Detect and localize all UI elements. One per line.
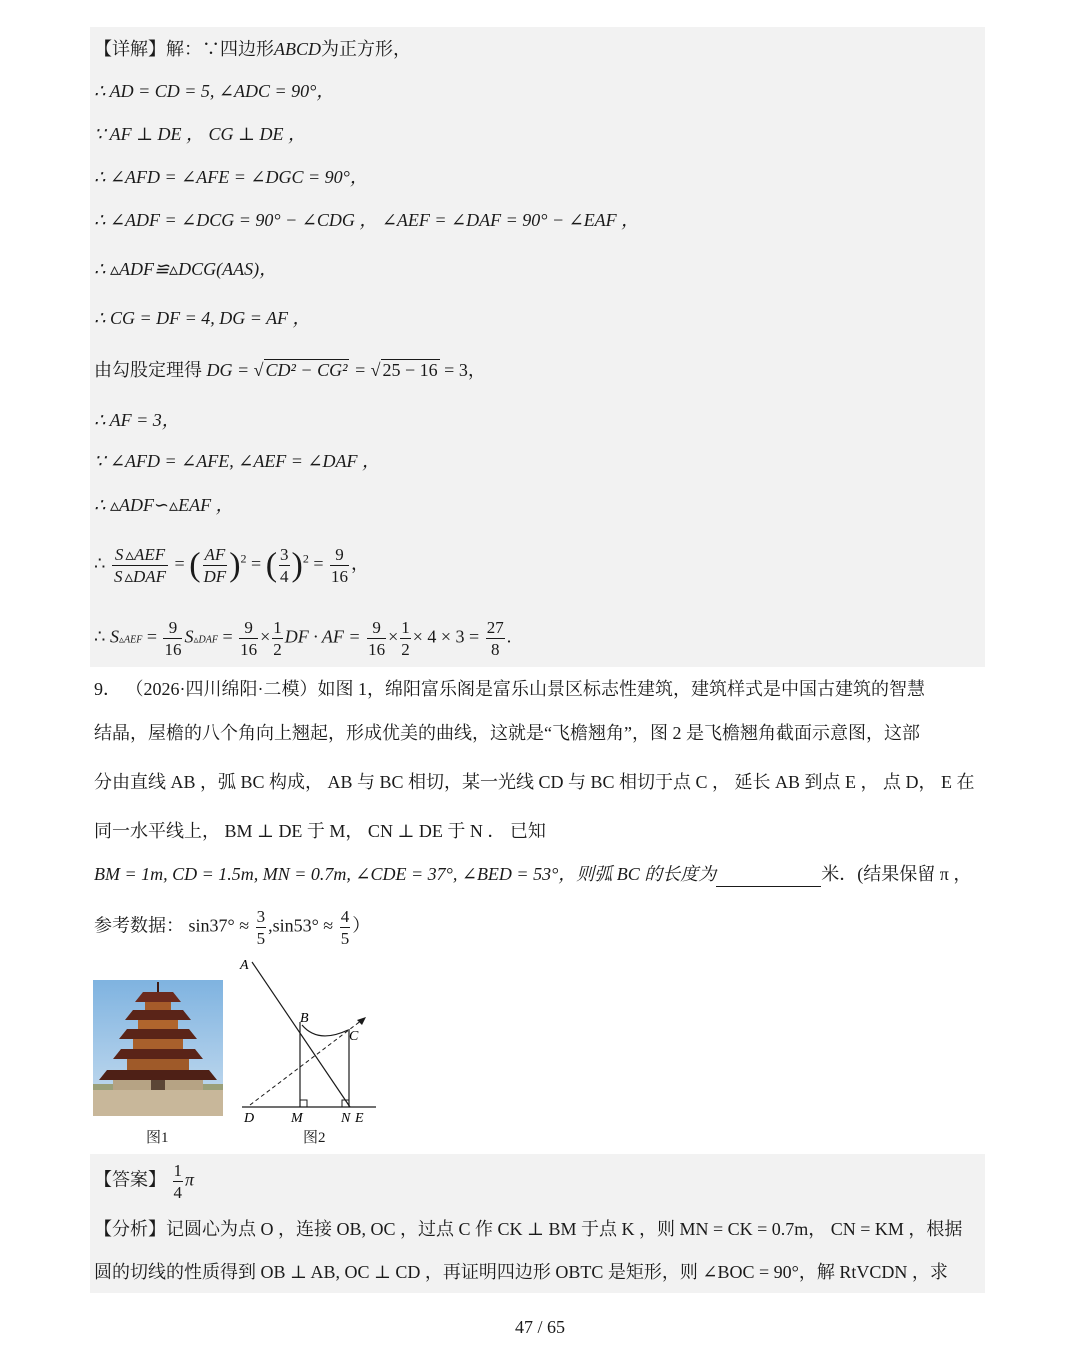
fig2-caption: 图2 xyxy=(303,1130,326,1146)
label-m: M xyxy=(291,1111,303,1126)
problem-line-3: 分由直线 AB ，弧 BC 构成， AB 与 BC 相切，某一光线 CD 与 BC 相切于点 C ， 延长 AB 到点 E ， 点 D， E 在 xyxy=(94,772,975,792)
fig1-caption: 图1 xyxy=(146,1130,169,1146)
detail-line-10: ∵ ∠AFD = ∠AFE, ∠AEF = ∠DAF ， xyxy=(94,451,381,471)
detail-line-13: ∴ S▵AEF = $\frac{9}{16}$ S▵DAF = $\frac{9}{16}$ × $\frac{1}{2}$ DF · AF = $\frac{9}{16}$ × $\frac{1}{2}$ × 4 × 3 = $\frac{27}{8}$ . xyxy=(94,618,512,659)
detail-header: 【详解】 xyxy=(94,39,166,59)
detail-line-2: ∴ AD = CD = 5, ∠ADC = 90°， xyxy=(94,81,335,101)
fig1-building-photo xyxy=(93,980,223,1116)
problem-line-2: 结晶，屋檐的八个角向上翘起，形成优美的曲线，这就是“飞檐翘角”，图 2 是飞檐翘角截面示意图，这部 xyxy=(94,723,920,743)
detail-line-11: ∴ ▵ADF∽▵EAF ， xyxy=(94,495,234,515)
label-c: C xyxy=(349,1029,359,1044)
label-b: B xyxy=(300,1011,309,1026)
ratio-s-fraction: $\frac{\text{S ▵AEF}}{\text{S ▵DAF}}$ xyxy=(113,545,167,586)
analysis-line-2: 圆的切线的性质得到 OB ⊥ AB, OC ⊥ CD ，再证明四边形 OBTC 是矩形，则 ∠BOC = 90°，解 RtVCDN ，求 xyxy=(94,1262,948,1282)
dashed-ray-cd xyxy=(250,1020,362,1105)
answer-blank xyxy=(716,868,821,887)
label-d: D xyxy=(244,1111,255,1126)
problem-line-5: BM = 1m, CD = 1.5m, MN = 0.7m, ∠CDE = 37°, ∠BED = 53°，则弧 BC 的长度为 米．(结果保留 π ， xyxy=(94,861,971,887)
label-e: E xyxy=(355,1111,364,1126)
detail-line-9: ∴ AF = 3， xyxy=(94,410,180,430)
detail-line-8: 由勾股定理得 DG = √ CD² − CG² = √ 25 − 16 = 3， xyxy=(94,360,486,380)
detail-line-4: ∴ ∠AFD = ∠AFE = ∠DGC = 90°， xyxy=(94,167,368,187)
detail-line-6: ∴ ▵ADF≌▵DCG(AAS)， xyxy=(94,259,278,279)
answer-line: 【答案】 $\frac{1}{4}$ π xyxy=(94,1161,195,1202)
arrow-head xyxy=(357,1017,366,1025)
problem-line-4: 同一水平线上， BM ⊥ DE 于 M， CN ⊥ DE 于 N ． 已知 xyxy=(94,821,546,841)
answer-fraction: $\frac{1}{4}$ xyxy=(173,1161,182,1202)
arc-bc xyxy=(302,1025,348,1036)
detail-line-3: ∵ AF ⊥ DE ， CG ⊥ DE ， xyxy=(94,124,306,144)
detail-line-5: ∴ ∠ADF = ∠DCG = 90° − ∠CDG ， ∠AEF = ∠DAF = 90° − ∠EAF ， xyxy=(94,210,640,230)
label-n: N xyxy=(341,1111,351,1126)
detail-line-7: ∴ CG = DF = 4, DG = AF ， xyxy=(94,308,311,328)
detail-line-1: 【详解】解：∵四边形ABCD为正方形， xyxy=(94,39,411,59)
problem-line-6: 参考数据： sin37° ≈ $\frac{3}{5}$ ,sin53° ≈ $\frac{4}{5}$ ） xyxy=(94,907,371,948)
detail-line-12: ∴ $\frac{\text{S ▵AEF}}{\text{S ▵DAF}}$ = ( $\frac{AF}{DF}$ )$^2$ = ( $\frac{3}{4}$ )$^2$ = $\frac{9}{16}$ ， xyxy=(94,545,369,586)
page-number: 47 / 65 xyxy=(514,1317,565,1337)
analysis-line-1: 【分析】记圆心为点 O ，连接 OB, OC ，过点 C 作 CK ⊥ BM 于点 K ，则 MN = CK = 0.7m， CN = KM ，根据 xyxy=(94,1219,963,1239)
label-a: A xyxy=(240,958,249,973)
problem-line-1: 9． （2026·四川绵阳·二模）如图 1，绵阳富乐阁是富乐山景区标志性建筑，建筑样式是中国古建筑的智慧 xyxy=(94,679,925,699)
fig2-diagram xyxy=(236,952,386,1130)
